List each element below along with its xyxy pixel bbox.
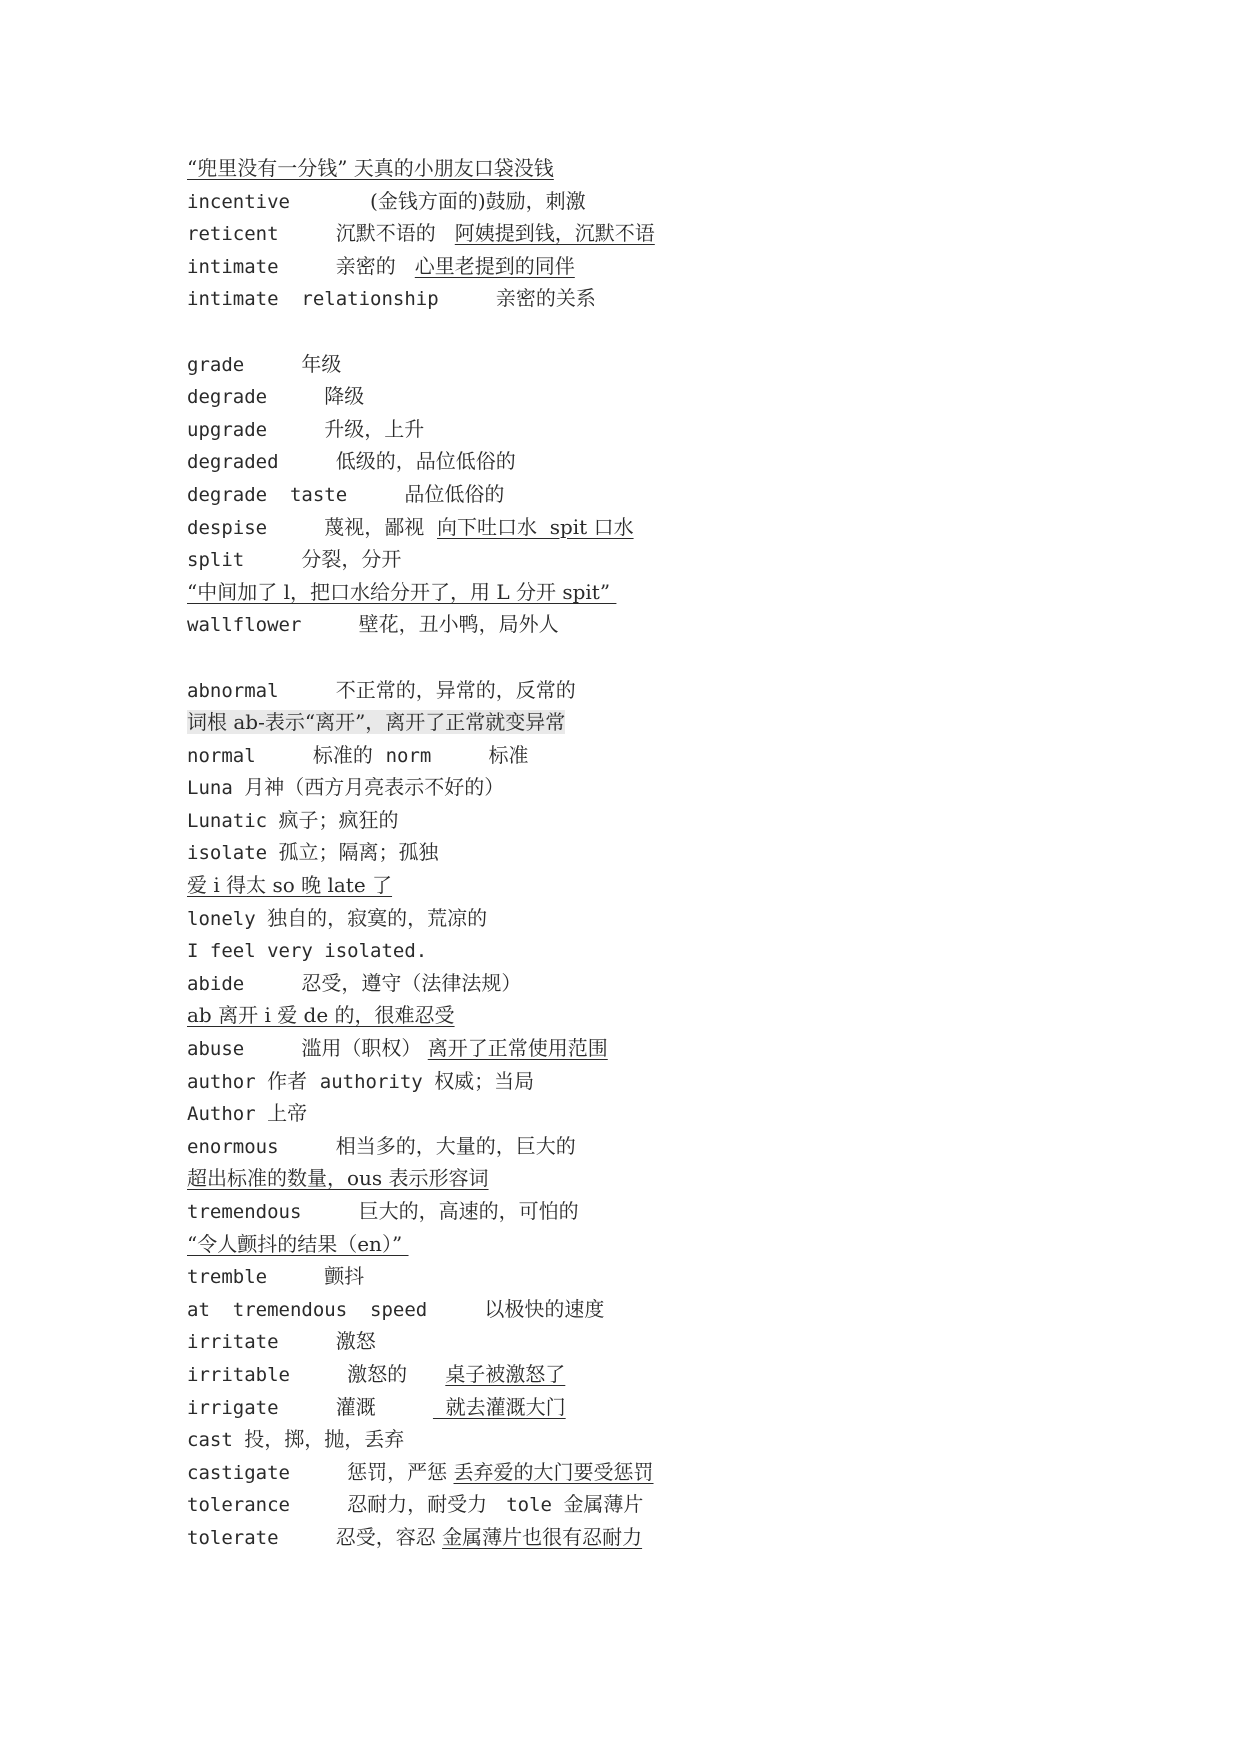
- english-term: author: [187, 1070, 268, 1093]
- english-term: degrade taste: [187, 483, 405, 506]
- english-term: tolerance: [187, 1494, 348, 1517]
- english-term: tolerate: [187, 1526, 336, 1549]
- text-line: [187, 217, 1087, 250]
- text-line: [187, 836, 1087, 869]
- definition-text: 标准的: [312, 742, 386, 767]
- text-line: [187, 967, 1087, 1000]
- text-line: [187, 706, 1087, 739]
- mnemonic-note: 阿姨提到钱，沉默不语: [454, 221, 655, 246]
- text-line: [187, 380, 1087, 413]
- english-term: irritate: [187, 1331, 336, 1354]
- english-term: upgrade: [187, 418, 325, 441]
- definition-text: 疯子；疯狂的: [278, 807, 399, 832]
- english-term: degrade: [187, 386, 325, 409]
- text-line: [187, 1195, 1087, 1228]
- definition-text: 以极快的速度: [484, 1296, 605, 1321]
- text-line: [187, 250, 1087, 283]
- text-line: [187, 1488, 1087, 1521]
- text-line: [187, 1325, 1087, 1358]
- text-line: [187, 348, 1087, 381]
- english-term: Lunatic: [187, 809, 279, 832]
- mnemonic-note: 爱 i 得太 so 晚 late 了: [187, 873, 393, 898]
- definition-text: 升级，上升: [324, 416, 425, 441]
- text-line: [187, 511, 1087, 544]
- text-line: [187, 674, 1087, 707]
- text-line: [187, 1358, 1087, 1391]
- english-term: normal: [187, 744, 313, 767]
- text-line: [187, 1162, 1087, 1195]
- mnemonic-note: 丢弃爱的大门要受惩罚: [453, 1459, 654, 1484]
- english-term: isolate: [187, 842, 279, 865]
- text-line: [187, 282, 1087, 315]
- definition-text: 蔑视，鄙视: [324, 514, 437, 539]
- definition-text: 词根 ab-表示“离开”，离开了正常就变异常: [187, 710, 566, 735]
- mnemonic-note: ab 离开 i 爱 de 的，很难忍受: [187, 1003, 455, 1028]
- definition-text: 上帝: [267, 1101, 308, 1126]
- definition-text: 低级的，品位低俗的: [335, 449, 516, 474]
- definition-text: 相当多的，大量的，巨大的: [335, 1133, 576, 1158]
- text-line: [187, 445, 1087, 478]
- definition-text: 金属薄片: [563, 1492, 644, 1517]
- text-line: [187, 1391, 1087, 1424]
- definition-text: 颤抖: [324, 1264, 365, 1289]
- text-line: [187, 576, 1087, 609]
- text-line: [187, 1032, 1087, 1065]
- english-term: abide: [187, 972, 302, 995]
- definition-text: 独自的，寂寞的，荒凉的: [267, 905, 488, 930]
- document-body: [187, 152, 1087, 1554]
- definition-text: 权威；当局: [434, 1068, 535, 1093]
- blank-line: [187, 315, 1087, 348]
- definition-text: 分裂，分开: [301, 547, 402, 572]
- english-term: incentive: [187, 190, 371, 213]
- english-term: lonely: [187, 907, 268, 930]
- text-line: [187, 934, 1087, 967]
- definition-text: 忍受，容忍: [335, 1524, 443, 1549]
- definition-text: 灌溉: [335, 1394, 433, 1419]
- definition-text: 降级: [324, 384, 365, 409]
- text-line: [187, 1097, 1087, 1130]
- text-line: [187, 739, 1087, 772]
- english-term: degraded: [187, 451, 336, 474]
- definition-text: 作者: [267, 1068, 320, 1093]
- text-line: [187, 1260, 1087, 1293]
- text-line: [187, 902, 1087, 935]
- english-term: at tremendous speed: [187, 1298, 485, 1321]
- text-line: [187, 478, 1087, 511]
- definition-text: 投，掷，抛，丢弃: [244, 1427, 405, 1452]
- english-term: tremble: [187, 1266, 325, 1289]
- english-term: irritable: [187, 1363, 348, 1386]
- definition-text: (金钱方面的)鼓励，刺激: [370, 188, 586, 213]
- definition-text: 年级: [301, 351, 342, 376]
- mnemonic-note: 桌子被激怒了: [445, 1361, 566, 1386]
- definition-text: 月神（西方月亮表示不好的）: [244, 775, 505, 800]
- text-line: [187, 608, 1087, 641]
- definition-text: 激怒的: [347, 1361, 446, 1386]
- english-term: grade: [187, 353, 302, 376]
- text-line: [187, 804, 1087, 837]
- text-line: [187, 999, 1087, 1032]
- text-line: [187, 1456, 1087, 1489]
- definition-text: 忍受，遵守（法律法规）: [301, 970, 522, 995]
- english-term: abuse: [187, 1038, 302, 1061]
- english-term: abnormal: [187, 679, 336, 702]
- english-term: split: [187, 549, 302, 572]
- mnemonic-note: 超出标准的数量，ous 表示形容词: [187, 1166, 489, 1191]
- english-term: enormous: [187, 1135, 336, 1158]
- english-term: wallflower: [187, 614, 359, 637]
- definition-text: 巨大的，高速的，可怕的: [358, 1199, 579, 1223]
- blank-line: [187, 641, 1087, 674]
- english-term: authority: [319, 1070, 435, 1093]
- text-line: [187, 152, 1087, 185]
- text-line: [187, 1521, 1087, 1554]
- english-term: Author: [187, 1103, 268, 1126]
- mnemonic-note: 向下吐口水 spit 口水: [437, 514, 634, 539]
- text-line: [187, 1130, 1087, 1163]
- mnemonic-note: 金属薄片也很有忍耐力: [442, 1524, 643, 1549]
- text-line: [187, 1423, 1087, 1456]
- english-term: reticent: [187, 223, 336, 246]
- english-term: intimate relationship: [187, 288, 496, 311]
- english-term: tole: [506, 1494, 564, 1517]
- english-term: cast: [187, 1429, 245, 1452]
- definition-text: 激怒: [335, 1329, 376, 1354]
- definition-text: 沉默不语的: [335, 221, 455, 246]
- definition-text: 不正常的，异常的，反常的: [335, 677, 576, 702]
- definition-text: 标准: [488, 742, 529, 767]
- english-term: I feel very isolated.: [187, 940, 428, 963]
- mnemonic-note: “令人颤抖的结果（en）”: [187, 1231, 409, 1256]
- text-line: [187, 413, 1087, 446]
- text-line: [187, 1228, 1087, 1261]
- english-term: castigate: [187, 1461, 348, 1484]
- definition-text: 忍耐力，耐受力: [347, 1492, 507, 1517]
- english-term: norm: [385, 744, 489, 767]
- text-line: [187, 543, 1087, 576]
- english-term: tremendous: [187, 1201, 359, 1223]
- mnemonic-note: 就去灌溉大门: [432, 1394, 566, 1419]
- mnemonic-note: “中间加了 l，把口水给分开了，用 L 分开 spit”: [187, 579, 617, 604]
- english-term: despise: [187, 516, 325, 539]
- text-line: [187, 1293, 1087, 1326]
- definition-text: 亲密的: [335, 253, 415, 278]
- mnemonic-note: “兜里没有一分钱” 天真的小朋友口袋没钱: [187, 156, 554, 180]
- text-line: [187, 869, 1087, 902]
- english-term: irrigate: [187, 1396, 336, 1419]
- text-line: [187, 771, 1087, 804]
- english-term: intimate: [187, 255, 336, 278]
- definition-text: 壁花，丑小鸭，局外人: [358, 612, 559, 637]
- text-line: [187, 1065, 1087, 1098]
- definition-text: 惩罚，严惩: [347, 1459, 454, 1484]
- definition-text: 孤立；隔离；孤独: [278, 840, 439, 865]
- english-term: Luna: [187, 777, 245, 800]
- definition-text: 滥用（职权）: [301, 1036, 428, 1061]
- definition-text: 亲密的关系: [495, 286, 596, 311]
- text-line: [187, 185, 1087, 218]
- mnemonic-note: 心里老提到的同伴: [414, 253, 575, 278]
- definition-text: 品位低俗的: [404, 481, 505, 506]
- mnemonic-note: 离开了正常使用范围: [427, 1036, 608, 1061]
